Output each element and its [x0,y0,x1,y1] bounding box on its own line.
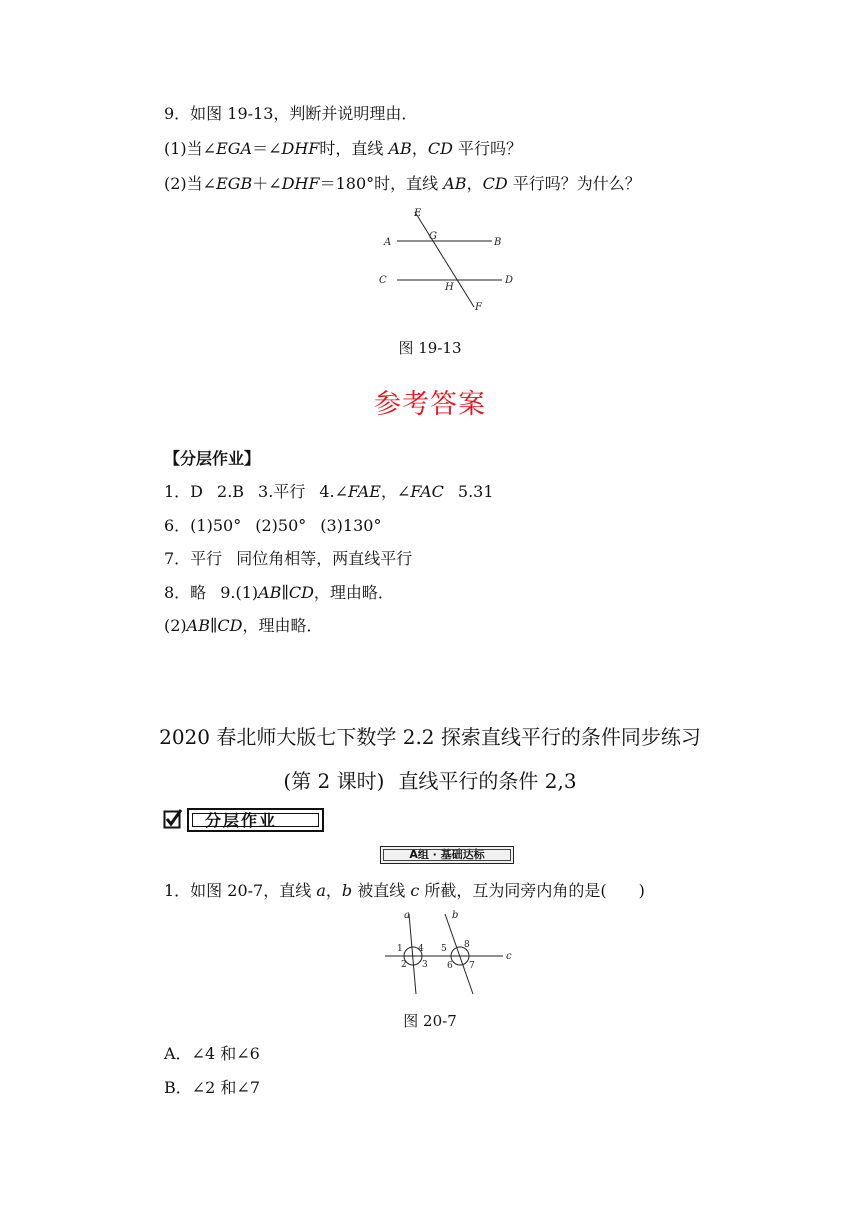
angle-2: 2 [401,960,407,970]
figure-20-7 [378,906,518,998]
answers-line-2: 6．(1)50° (2)50° (3)130° [164,516,382,535]
answers-line-1: 1．D 2.B 3.平行 4.∠FAE，∠FAC 5.31 [164,482,494,501]
angle-6: 6 [447,961,453,971]
angle-3: 3 [422,960,428,970]
label-H: H [445,282,454,293]
label-D: D [505,275,514,286]
label-A: A [384,237,392,248]
checkbox-icon [163,808,183,830]
answers-line-4: 8．略 9.(1)AB∥CD，理由略． [164,583,394,602]
figure-caption-20-7: 图 20-7 [403,1012,457,1030]
label-b: b [452,910,459,921]
angle-4: 4 [418,944,424,954]
angle-7: 7 [469,961,475,971]
q9-part2: (2)当∠EGB＋∠DHF＝180°时，直线 AB，CD 平行吗？为什么？ [164,174,641,193]
answers-section: 【分层作业】 [164,449,261,468]
angle-8: 8 [464,940,470,950]
label-E: E [414,208,422,219]
layered-homework-badge: 分层作业 [187,808,324,832]
label-B: B [494,237,502,248]
group-a-tag: A组 · 基础达标 [380,846,514,864]
q1-stem: 1．如图 20-7，直线 a，b 被直线 c 所截，互为同旁内角的是( ) [164,881,645,900]
label-a: a [404,910,410,921]
q9-stem: 9．如图 19-13，判断并说明理由． [164,104,418,123]
figure-caption-19-13: 图 19-13 [398,339,462,357]
option-b: B．∠2 和∠7 [164,1078,261,1097]
label-C: C [379,275,387,286]
angle-1: 1 [397,944,403,954]
section-subtitle: (第 2 课时) 直线平行的条件 2,3 [283,769,577,793]
answers-title: 参考答案 [374,389,486,420]
label-F: F [475,302,482,313]
option-a: A．∠4 和∠6 [164,1044,260,1063]
answers-line-3: 7．平行 同位角相等，两直线平行 [164,549,413,568]
figure-19-13 [370,200,530,320]
section-title: 2020 春北师大版七下数学 2.2 探索直线平行的条件同步练习 [159,725,701,749]
angle-5: 5 [441,944,447,954]
label-c: c [506,951,512,962]
q9-part1: (1)当∠EGA＝∠DHF时，直线 AB，CD 平行吗？ [164,139,522,158]
label-G: G [429,231,437,242]
answers-line-5: (2)AB∥CD，理由略． [164,616,323,635]
